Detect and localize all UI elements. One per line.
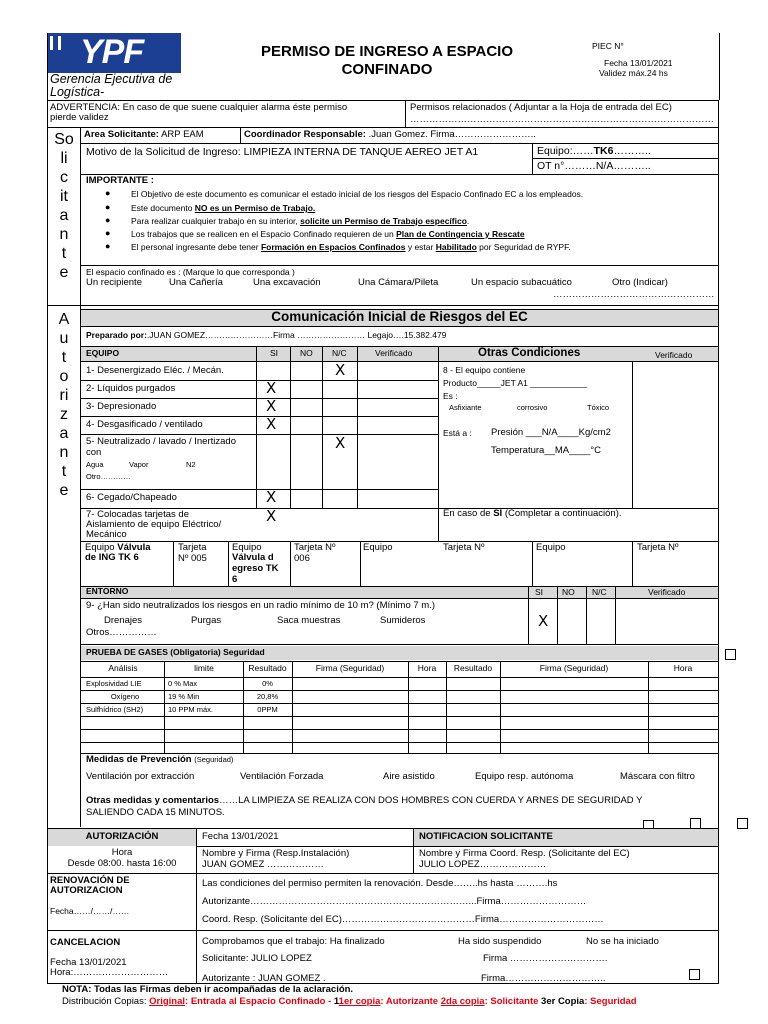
equipo-item-3: 3- Depresionado	[86, 401, 157, 412]
equipo-field: Equipo:……TK6………..	[537, 145, 651, 157]
piec-number: PIEC N°	[592, 41, 624, 51]
resp-instalacion: JUAN GOMEZ ………………	[202, 859, 324, 870]
mark-nc-1[interactable]: X	[335, 361, 346, 379]
equipo-item-1: 1- Desenergizado Eléc. / Mecán.	[86, 365, 224, 376]
mark-nc-5[interactable]: X	[335, 434, 346, 452]
gases-title: PRUEBA DE GASES (Obligatoria) Seguridad	[86, 647, 265, 657]
solicitante-label: So li c it a n t e	[54, 131, 74, 281]
temperatura-field[interactable]: Temperatura__MA____°C	[491, 445, 601, 456]
otras-medidas: Otras medidas y comentarios……LA LIMPIEZA SE REALIZA CON DOS HOMBRES CON CUERDA Y ARNES DE SEGURIDAD Y	[86, 795, 643, 806]
coord-solicitante: JULIO LOPEZ…………………	[419, 859, 547, 870]
option-subacuatico[interactable]: Un espacio subacuático	[471, 277, 572, 288]
mark-si-7[interactable]: X	[266, 507, 277, 525]
mark-si-3[interactable]: X	[266, 397, 277, 415]
related-permits: Permisos relacionados ( Adjuntar a la Hoja de entrada del EC)	[410, 102, 672, 113]
mark-si-6[interactable]: X	[266, 488, 277, 506]
option-excavacion[interactable]: Una excavación	[253, 277, 321, 288]
renovacion-title: RENOVACIÓN DE	[50, 875, 130, 886]
autorizante-label: A u t o ri z a n t e	[58, 311, 70, 499]
ot-field: OT n°………N/A………..	[537, 160, 651, 172]
header-date: Fecha 13/01/2021	[604, 58, 673, 68]
page-title: PERMISO DE INGRESO A ESPACIO	[261, 43, 513, 60]
gas-row-lie: Explosividad LIE	[86, 679, 142, 688]
option-recipiente[interactable]: Un recipiente	[86, 277, 142, 288]
option-camara[interactable]: Una Cámara/Pileta	[358, 277, 439, 288]
tarjeta-equipo-2: Equipo	[232, 542, 262, 553]
importante-title: IMPORTANTE :	[86, 175, 154, 186]
footer-note: NOTA: Todas las Firmas deben ir acompañadas de la aclaración.	[62, 984, 354, 995]
producto-field[interactable]: Producto_____JET A1 ____________	[443, 378, 587, 388]
gas-row-oxigeno: Oxígeno	[110, 692, 140, 701]
tarjeta-equipo-1: Equipo Válvula	[85, 542, 151, 553]
riesgos-title: Comunicación Inicial de Riesgos del EC	[271, 309, 528, 324]
area-solicitante: Area Solicitante: ARP EAM	[84, 129, 204, 140]
checkbox-medidas-3[interactable]	[737, 818, 748, 829]
autorizacion-horario: Desde 08:00. hasta 16:00	[67, 858, 177, 869]
subtitle: Gerencia Ejecutiva de Logística-	[50, 72, 173, 99]
autorizacion-title: AUTORIZACIÓN	[85, 831, 159, 842]
medidas-title: Medidas de Prevención (Seguridad)	[86, 754, 234, 765]
presion-field[interactable]: Presión ___N/A____Kg/cm2	[491, 427, 611, 438]
preparado-por: Preparado por:.JUAN GOMEZ……………………Firma …………………… Legajo….15.382.479	[86, 330, 447, 340]
distribucion: Distribución Copias: Original: Entrada al Espacio Confinado - 11er copia: Autorizante 2da copia: Solicitante 3er Copia: Seguridad	[62, 996, 637, 1007]
col-equipo: EQUIPO	[86, 348, 120, 358]
equipo-item-5: 5- Neutralizado / lavado / Inertizado	[86, 436, 236, 447]
equipo-item-6: 6- Cegado/Chapeado	[86, 492, 177, 503]
coordinator: Coordinador Responsable: .Juan Gomez. Firma……………………..	[244, 129, 536, 140]
entorno-title: ENTORNO	[86, 586, 129, 596]
notificacion-title: NOTIFICACION SOLICITANTE	[419, 831, 553, 842]
mark-si-2[interactable]: X	[266, 379, 277, 397]
checkbox-gases[interactable]	[725, 649, 736, 660]
validity: Validez máx.24 hs	[599, 68, 668, 78]
autorizacion-fecha: Fecha 13/01/2021	[202, 831, 279, 842]
ypf-logo: YPF	[68, 33, 181, 73]
equipo-item-2: 2- Líquidos purgados	[86, 383, 176, 394]
otras-condiciones-title: Otras Condiciones	[478, 347, 581, 359]
motivo: Motivo de la Solicitud de Ingreso: LIMPIEZA INTERNA DE TANQUE AEREO JET A1	[86, 146, 479, 158]
gas-row-sh2: Sulfhídrico (SH2)	[86, 705, 144, 714]
espacio-label: El espacio confinado es : (Marque lo que corresponda )	[86, 267, 295, 277]
option-otro[interactable]: Otro (Indicar)	[612, 277, 668, 288]
warning-text: ADVERTENCIA: En caso de que suene cualquier alarma éste permiso	[50, 102, 348, 113]
cancelacion-title: CANCELACION	[50, 937, 121, 948]
entorno-mark-si[interactable]: X	[538, 612, 549, 630]
page-title-2: CONFINADO	[341, 61, 433, 78]
option-caneria[interactable]: Una Cañería	[169, 277, 223, 288]
checkbox-cancelacion[interactable]	[689, 969, 700, 980]
equipo-item-4: 4- Desgasificado / ventilado	[86, 419, 203, 430]
mark-si-4[interactable]: X	[266, 415, 277, 433]
entorno-question: 9- ¿Han sido neutralizados los riesgos en un radio mínimo de 10 m? (Mínimo 7 m.)	[86, 600, 436, 611]
equipo-item-7: 7- Colocadas tarjetas de	[86, 509, 189, 520]
